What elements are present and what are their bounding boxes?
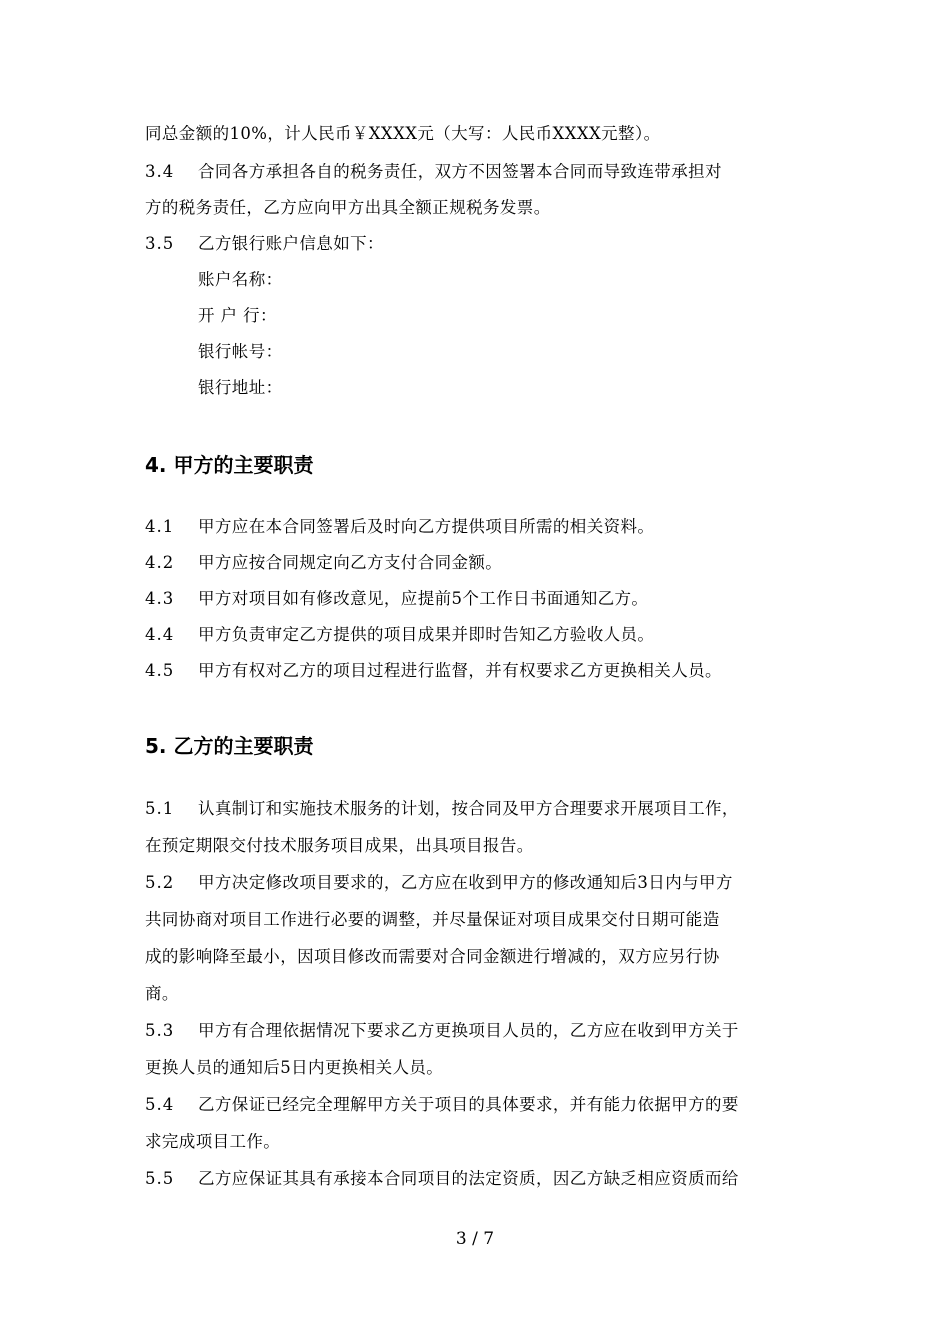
- clause-text: 乙方银行账户信息如下：: [198, 234, 384, 253]
- clause-text: 乙方应保证其具有承接本合同项目的法定资质，因乙方缺乏相应资质而给: [198, 1169, 739, 1188]
- clause-text: 甲方决定修改项目要求的，乙方应在收到甲方的修改通知后3日内与甲方: [198, 873, 733, 892]
- clause-4-2: [145, 553, 502, 573]
- clause-3-4-line-2: 方的税务责任，乙方应向甲方出具全额正规税务发票。: [145, 198, 551, 217]
- section-5-heading: 5. 乙方的主要职责: [145, 734, 314, 758]
- clause-5-1-line-1: [145, 799, 739, 819]
- clause-text: 甲方应按合同规定向乙方支付合同金额。: [198, 553, 503, 572]
- clause-text: 甲方有权对乙方的项目过程进行监督，并有权要求乙方更换相关人员。: [198, 661, 722, 680]
- clause-4-3: [145, 589, 648, 609]
- clause-5-3-line-2: 更换人员的通知后5日内更换相关人员。: [145, 1058, 444, 1077]
- clause-text: 甲方有合理依据情况下要求乙方更换项目人员的，乙方应在收到甲方关于: [198, 1021, 739, 1040]
- clause-5-5-line-1: [145, 1169, 739, 1189]
- clause-number: 5.1: [145, 799, 175, 818]
- clause-text: 甲方负责审定乙方提供的项目成果并即时告知乙方验收人员。: [198, 625, 655, 644]
- clause-5-2-line-3: 成的影响降至最小，因项目修改而需要对合同金额进行增减的，双方应另行协: [145, 947, 720, 966]
- clause-number: 4.4: [145, 625, 175, 644]
- clause-4-4: [145, 625, 654, 645]
- bank-field-account-number: 银行帐号：: [198, 342, 283, 361]
- clause-number: 3.4: [145, 162, 175, 181]
- clause-number: 4.3: [145, 589, 175, 608]
- clause-3-4-line-1: [145, 162, 722, 182]
- clause-5-3-line-1: [145, 1021, 739, 1041]
- clause-number: 4.1: [145, 517, 175, 536]
- section-4-heading: 4. 甲方的主要职责: [145, 453, 314, 477]
- clause-5-2-line-2: 共同协商对项目工作进行必要的调整，并尽量保证对项目成果交付日期可能造: [145, 910, 720, 929]
- clause-4-5: [145, 661, 722, 681]
- clause-3-5-line-1: [145, 234, 384, 254]
- page-number: 3 / 7: [455, 1229, 495, 1249]
- bank-field-address: 银行地址：: [198, 378, 283, 397]
- clause-number: 3.5: [145, 234, 175, 253]
- clause-5-4-line-2: 求完成项目工作。: [145, 1132, 281, 1151]
- clause-text: 认真制订和实施技术服务的计划，按合同及甲方合理要求开展项目工作，: [198, 799, 739, 818]
- clause-5-2-line-1: [145, 873, 733, 893]
- clause-text: 甲方应在本合同签署后及时向乙方提供项目所需的相关资料。: [198, 517, 655, 536]
- clause-text: 合同各方承担各自的税务责任，双方不因签署本合同而导致连带承担对: [198, 162, 722, 181]
- clause-text: 甲方对项目如有修改意见，应提前5个工作日书面通知乙方。: [198, 589, 649, 608]
- intro-line: 同总金额的10%，计人民币￥XXXX元（大写：人民币XXXX元整）。: [145, 124, 661, 143]
- clause-number: 5.3: [145, 1021, 175, 1040]
- clause-number: 4.5: [145, 661, 175, 680]
- bank-field-bank: 开 户 行：: [198, 306, 277, 325]
- clause-number: 4.2: [145, 553, 175, 572]
- clause-5-1-line-2: 在预定期限交付技术服务项目成果，出具项目报告。: [145, 836, 534, 855]
- clause-4-1: [145, 517, 654, 537]
- clause-number: 5.5: [145, 1169, 175, 1188]
- clause-text: 乙方保证已经完全理解甲方关于项目的具体要求，并有能力依据甲方的要: [198, 1095, 739, 1114]
- clause-number: 5.4: [145, 1095, 175, 1114]
- bank-field-account-name: 账户名称：: [198, 270, 283, 289]
- clause-number: 5.2: [145, 873, 175, 892]
- clause-5-4-line-1: [145, 1095, 739, 1115]
- clause-5-2-line-4: 商。: [145, 984, 179, 1003]
